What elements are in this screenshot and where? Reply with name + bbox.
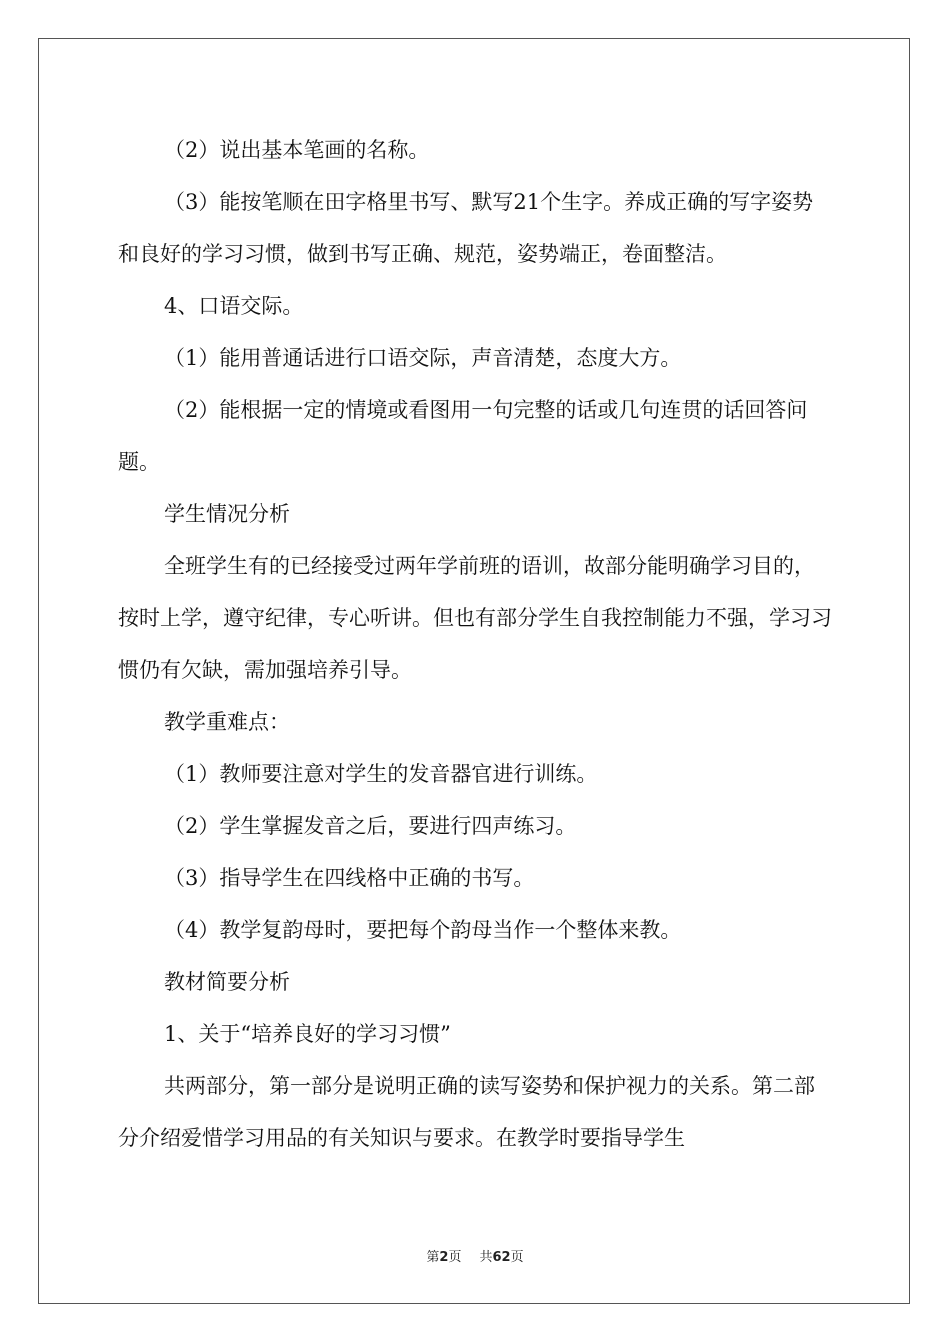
page-number: 2 [439, 1250, 449, 1265]
total-prefix: 共 [479, 1250, 493, 1265]
paragraph: （1）教师要注意对学生的发音器官进行训练。 [164, 762, 598, 786]
section-heading: 教学重难点： [164, 710, 290, 734]
document-body [118, 124, 834, 1164]
page-suffix: 页 [448, 1250, 462, 1265]
paragraph: （4）教学复韵母时，要把每个韵母当作一个整体来教。 [164, 918, 682, 942]
paragraph: （3）指导学生在四线格中正确的书写。 [164, 866, 535, 890]
total-pages: 62 [492, 1250, 511, 1265]
paragraph: 全班学生有的已经接受过两年学前班的语训，故部分能明确学习目的，按时上学，遵守纪律，专心听讲。但也有部分学生自我控制能力不强，学习习惯仍有欠缺，需加强培养引导。 [118, 554, 832, 682]
paragraph: （2）说出基本笔画的名称。 [164, 138, 430, 162]
paragraph: （1）能用普通话进行口语交际，声音清楚，态度大方。 [164, 346, 682, 370]
paragraph: （2）学生掌握发音之后，要进行四声练习。 [164, 814, 577, 838]
paragraph: 4、口语交际。 [164, 294, 304, 318]
paragraph: （3）能按笔顺在田字格里书写、默写21个生字。养成正确的写字姿势和良好的学习习惯，做到书写正确、规范，姿势端正，卷面整洁。 [118, 190, 814, 266]
section-heading: 学生情况分析 [164, 502, 290, 526]
section-heading: 教材简要分析 [164, 970, 290, 994]
paragraph: 共两部分，第一部分是说明正确的读写姿势和保护视力的关系。第二部分介绍爱惜学习用品的有关知识与要求。在教学时要指导学生 [118, 1074, 815, 1150]
page-footer [0, 1246, 950, 1265]
paragraph: （2）能根据一定的情境或看图用一句完整的话或几句连贯的话回答问题。 [118, 398, 808, 474]
paragraph: 1、关于“培养良好的学习习惯” [164, 1022, 451, 1046]
page-prefix: 第 [426, 1250, 440, 1265]
total-suffix: 页 [510, 1250, 524, 1265]
